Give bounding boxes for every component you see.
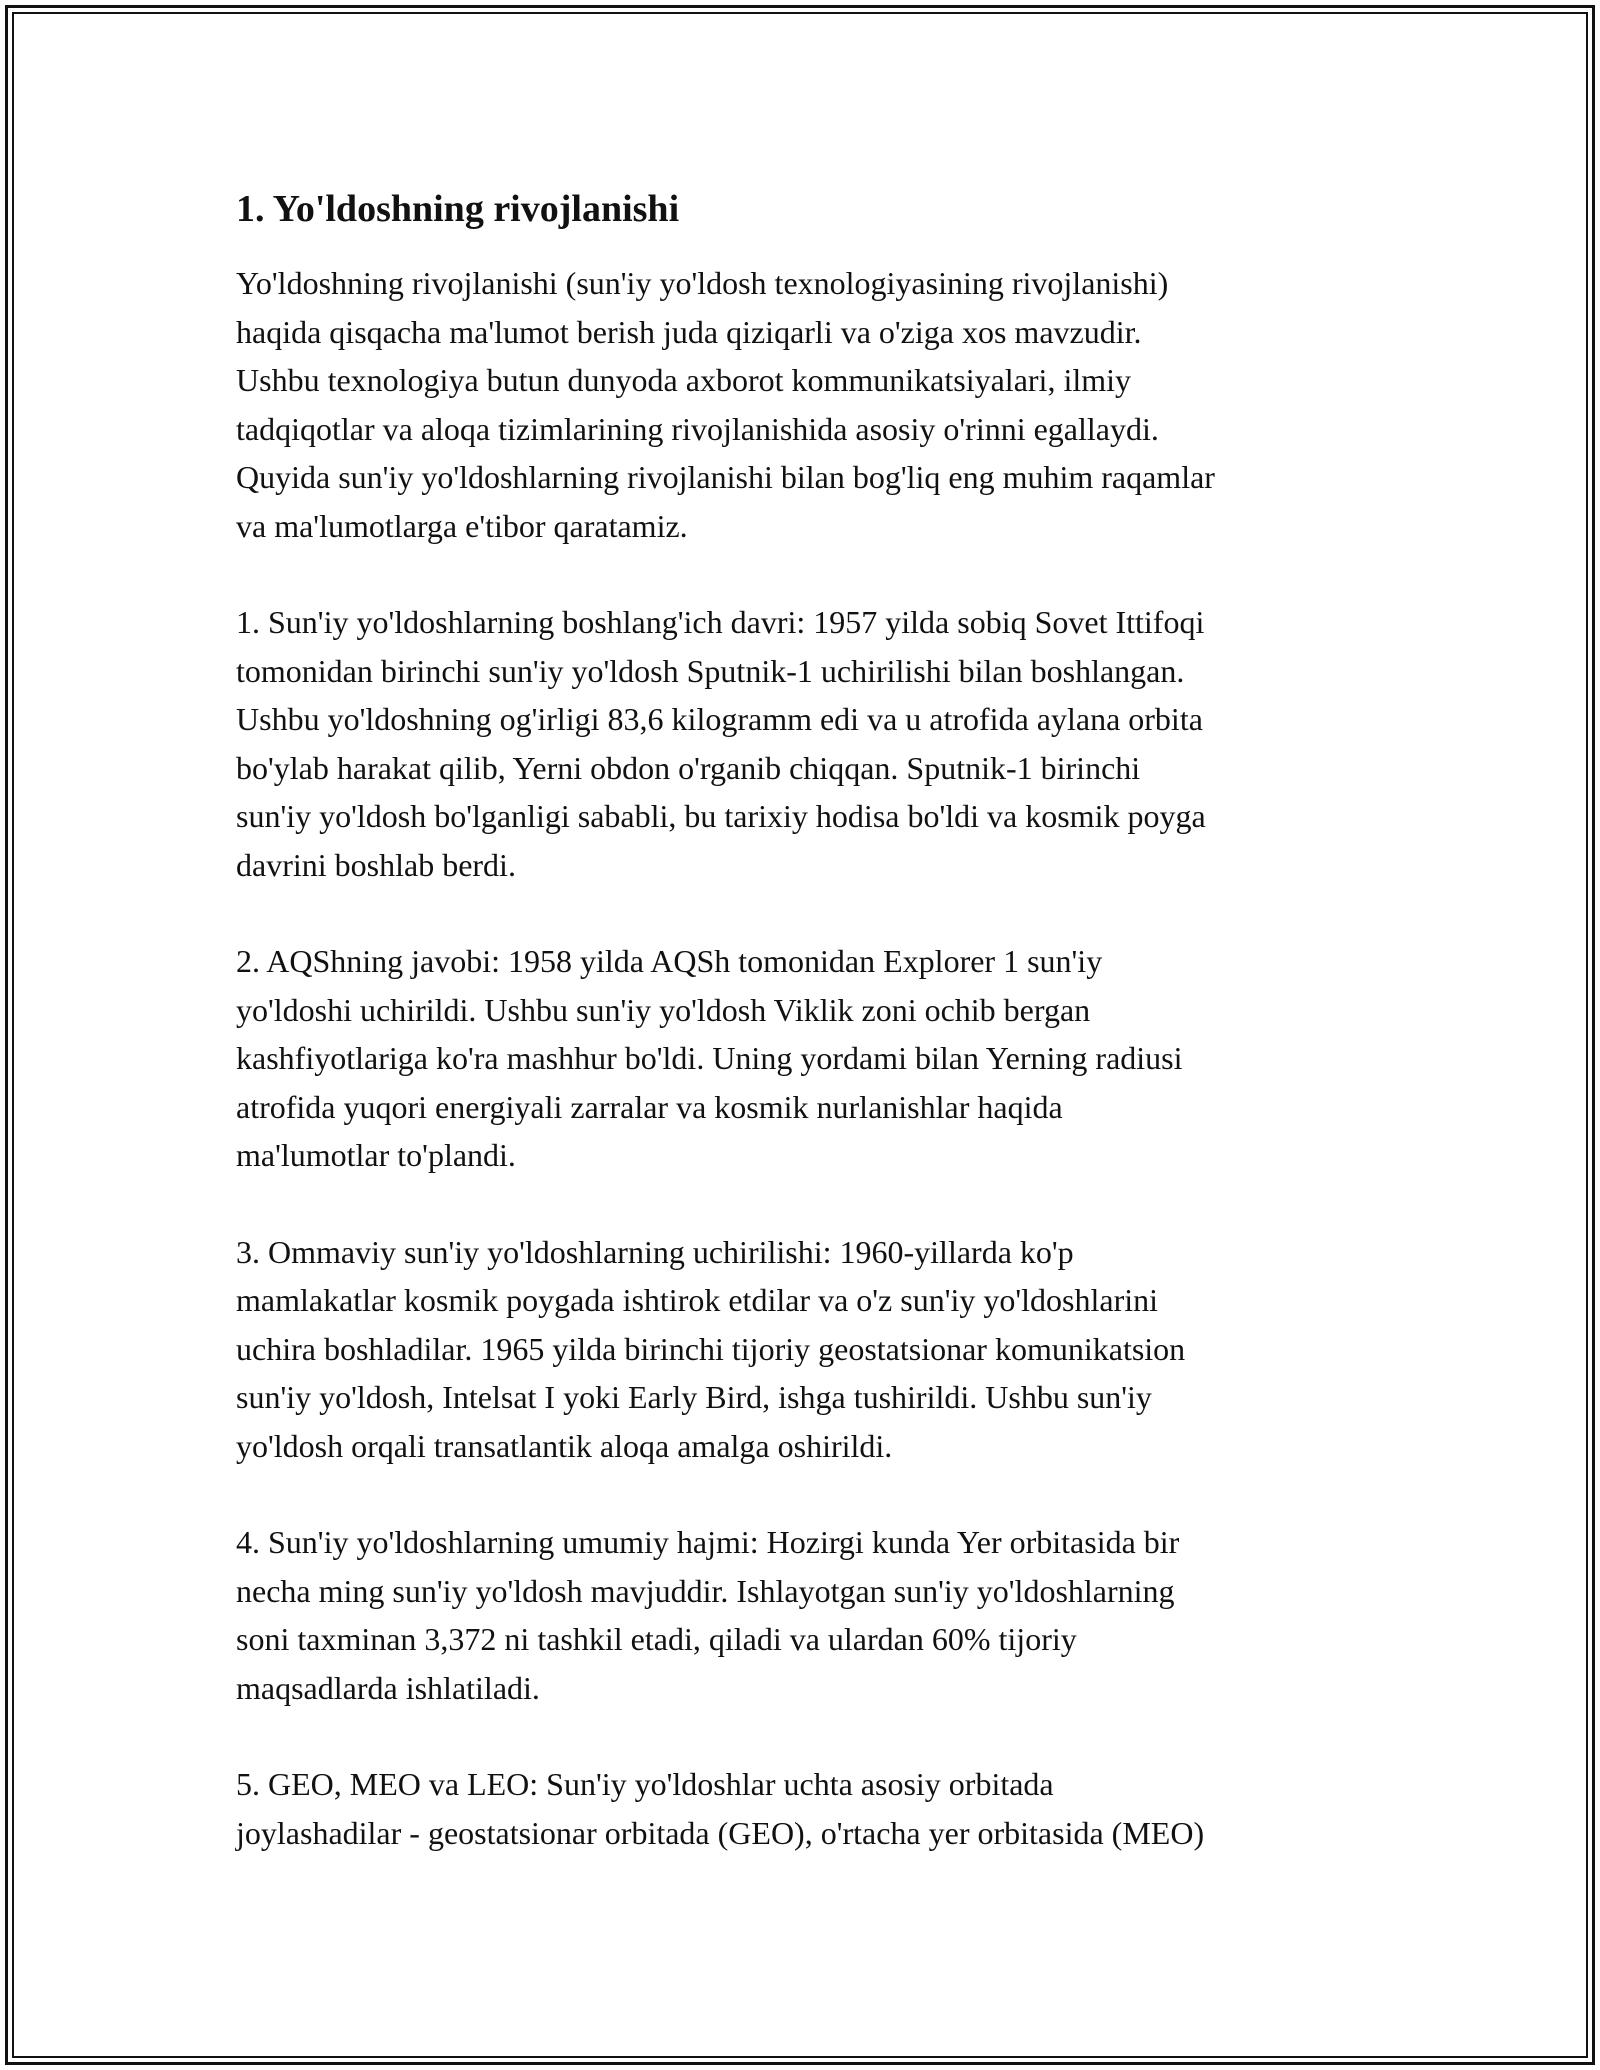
paragraph-sputnik: 1. Sun'iy yo'ldoshlarning boshlang'ich davri: 1957 yilda sobiq Sovet Ittifoqi tomonidan birinchi sun'iy yo'ldosh Sputnik-1 uchirilishi bilan boshlangan. Ushbu yo'ldoshning og'irligi 83,6 kilogramm edi va u atrofida aylana orbita bo'ylab harakat qilib, Yerni obdon o'rganib chiqqan. Sputnik-1 birinchi sun'iy yo'ldosh bo'lganligi sababli, bu tarixiy hodisa bo'ldi va kosmik poyga davrini boshlab berdi. xyxy=(236,604,1206,883)
intro-paragraph: Yo'ldoshning rivojlanishi (sun'iy yo'ldosh texnologiyasining rivojlanishi) haqida qisqacha ma'lumot berish juda qiziqarli va o'ziga xos mavzudir. Ushbu texnologiya butun dunyoda axborot kommunikatsiyalari, ilmiy tadqiqotlar va aloqa tizimlarining rivojlanishida asosiy o'rinni egallaydi. Quyida sun'iy yo'ldoshlarning rivojlanishi bilan bog'liq eng muhim raqamlar va ma'lumotlarga e'tibor qaratamiz. xyxy=(236,265,1215,544)
section-heading: 1. Yo'ldoshning rivojlanishi xyxy=(236,188,680,230)
paragraph-orbits: 5. GEO, MEO va LEO: Sun'iy yo'ldoshlar uchta asosiy orbitada joylashadilar - geostatsionar orbitada (GEO), o'rtacha yer orbitasida (MEO) xyxy=(236,1766,1205,1851)
paragraph-explorer: 2. AQShning javobi: 1958 yilda AQSh tomonidan Explorer 1 sun'iy yo'ldoshi uchirildi. Ushbu sun'iy yo'ldosh Viklik zoni ochib bergan kashfiyotlariga ko'ra mashhur bo'ldi. Uning yordami bilan Yerning radiusi atrofida yuqori energiyali zarralar va kosmik nurlanishlar haqida ma'lumotlar to'plandi. xyxy=(236,943,1183,1173)
paragraph-total-count: 4. Sun'iy yo'ldoshlarning umumiy hajmi: Hozirgi kunda Yer orbitasida bir necha ming sun'iy yo'ldosh mavjuddir. Ishlayotgan sun'iy yo'ldoshlarning soni taxminan 3,372 ni tashkil etadi, qiladi va ulardan 60% tijoriy maqsadlarda ishlatiladi. xyxy=(236,1524,1180,1706)
paragraph-mass-launch: 3. Ommaviy sun'iy yo'ldoshlarning uchirilishi: 1960-yillarda ko'p mamlakatlar kosmik poygada ishtirok etdilar va o'z sun'iy yo'ldoshlarini uchira boshladilar. 1965 yilda birinchi tijoriy geostatsionar komunikatsion sun'iy yo'ldosh, Intelsat I yoki Early Bird, ishga tushirildi. Ushbu sun'iy yo'ldosh orqali transatlantik aloqa amalga oshirildi. xyxy=(236,1233,1186,1464)
document-body xyxy=(236,185,1376,1905)
